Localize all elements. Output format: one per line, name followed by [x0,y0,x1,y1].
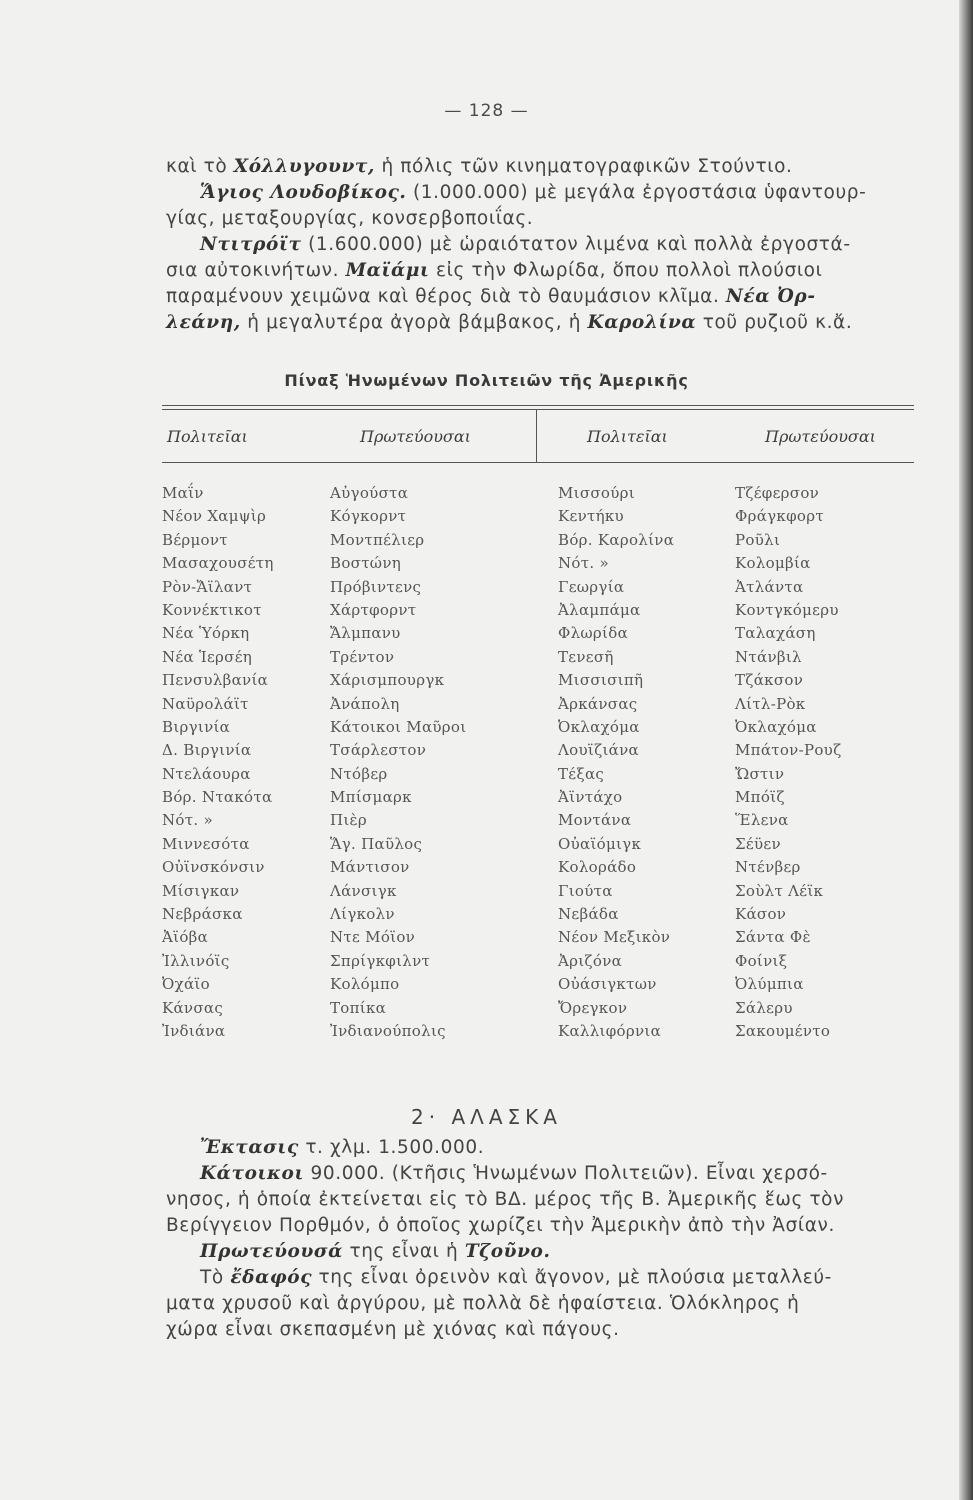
table-cell: Ἰνδιάνα [162,1021,226,1040]
alaska-line: Βερίγγειον Πορθμόν, ὁ ὁποῖος χωρίζει τὴν Ἀμερικὴν ἀπὸ τὴν Ἀσίαν. [166,1215,835,1236]
table-cell: Κάσον [735,905,787,924]
table-cell: Μοντπέλιερ [330,530,425,549]
table-column-divider [536,409,537,462]
page-number: — 128 — [444,101,529,121]
table-cell: Ντελάουρα [162,764,251,783]
table-cell: Λίγκολν [330,905,395,924]
table-cell: Οὐϊνσκόνσιν [162,858,265,877]
table-cell: Μισσούρι [558,484,635,502]
table-cell: Σοὺλτ Λέϊκ [735,881,824,900]
table-cell: Πενσυλβανία [162,671,269,690]
table-cell: Νότ. » [162,811,213,830]
table-cell: Τζάκσον [735,671,804,690]
table-cell: Οὐαϊόμιγκ [558,834,642,853]
table-cell: Μοντάνα [558,811,632,830]
table-cell: Μπάτον-Ρουζ [735,741,842,760]
table-header-rule [162,462,914,463]
table-cell: Κάνσας [162,998,224,1017]
page-edge-shadow [959,0,973,1500]
column-left-states [162,482,274,1043]
alaska-line: Πρωτεύουσά της εἶναι ἡ Τζοῦνο. [200,1241,551,1262]
intro-line: γίας, μεταξουργίας, κονσερβοποιΐας. [166,208,534,229]
table-cell: Κολομβία [735,554,811,573]
table-cell: Μπίσμαρκ [330,788,412,807]
table-cell: Ὀχάϊο [162,975,210,994]
table-cell: Ἀλαμπάμα [558,600,641,619]
table-cell: Κοντγκόμερυ [735,600,839,619]
table-cell: Τζέφερσον [735,484,820,502]
table-cell: Λάνσιγκ [330,881,397,900]
table-cell: Κοννέκτικοτ [162,600,262,619]
intro-line: παραμένουν χειμῶνα καὶ θέρος διὰ τὸ θαυμάσιον κλῖμα. Νέα Ὀρ- [166,286,816,307]
table-cell: Ταλαχάση [735,624,816,643]
table-cell: Πιὲρ [330,811,368,830]
table-cell: Βέρμοντ [162,530,228,549]
table-cell: Ἕλενα [735,811,789,830]
table-cell: Φράγκφορτ [735,507,824,526]
table-cell: Οὐάσιγκτων [558,975,657,994]
table-cell: Νέον Χαμψὶρ [162,507,267,526]
alaska-line: χώρα εἶναι σκεπασμένη μὲ χιόνας καὶ πάγους. [166,1319,620,1340]
table-cell: Γιούτα [558,881,613,900]
table-cell: Ροῦλι [735,530,781,549]
table-cell: Τσάρλεστον [330,741,427,760]
alaska-line: νησος, ἡ ὁποία ἐκτείνεται εἰς τὸ ΒΔ. μέρος τῆς Β. Ἀμερικῆς ἕως τὸν [166,1189,845,1210]
table-cell: Μιννεσότα [162,834,250,853]
table-cell: Καλλιφόρνια [558,1021,662,1040]
table-cell: Μισσισιπῆ [558,671,644,690]
table-cell: Λουϊζιάνα [558,741,639,760]
table-cell: Τέξας [558,764,605,783]
table-cell: Ἀρκάνσας [558,694,638,713]
table-cell: Ντε Μόϊον [330,928,416,947]
table-cell: Ντένβερ [735,858,801,877]
intro-line: Ντιτρόϊτ (1.600.000) μὲ ὡραιότατον λιμένα καὶ πολλὰ ἐργοστά- [200,234,851,255]
table-top-rule [162,405,914,406]
table-cell: Ὀλύμπια [735,975,804,994]
table-cell: Χάρισμπουργκ [330,671,445,690]
alaska-line: Τὸ ἔδαφός της εἶναι ὀρεινὸν καὶ ἄγονον, μὲ πλούσια μεταλλεύ- [200,1267,832,1288]
table-cell: Κολόμπο [330,975,400,994]
table-cell: Κάτοικοι Μαῦροι [330,717,467,736]
alaska-line: Ἔκτασις τ. χλμ. 1.500.000. [200,1137,485,1158]
table-cell: Ρὸν-Ἄϊλαντ [162,577,253,596]
table-cell: Αὐγούστα [330,484,409,502]
table-cell: Μίσιγκαν [162,881,240,900]
table-cell: Νεβάδα [558,905,619,924]
table-cell: Ὀκλαχόμα [735,717,817,736]
table-cell: Ντάνβιλ [735,647,802,666]
table-cell: Κεντήκυ [558,507,624,526]
table-cell: Ἀϊόβα [162,928,209,947]
table-cell: Τοπίκα [330,998,387,1017]
table-cell: Σπρίγκφιλντ [330,951,431,970]
column-right-states [558,482,674,1043]
alaska-heading: 2· ΑΛΑΣΚΑ [411,1105,562,1129]
header-states-right: Πολιτεῖαι [587,427,668,446]
table-cell: Βόρ. Καρολίνα [558,530,675,549]
header-capitals-left: Πρωτεύουσαι [360,427,471,446]
intro-line: σια αὐτοκινήτων. Μαϊάμι εἰς τὴν Φλωρίδα, ὅπου πολλοὶ πλούσιοι [166,260,823,281]
table-cell: Ὀκλαχόμα [558,717,640,736]
table-cell: Βιργινία [162,717,231,736]
table-cell: Σάλερυ [735,998,793,1017]
table-cell: Νεβράσκα [162,905,243,924]
table-cell: Ναϋρολάϊτ [162,694,249,713]
table-cell: Βοστώνη [330,554,402,573]
table-cell: Γεωργία [558,577,625,596]
table-cell: Σακουμέντο [735,1021,831,1040]
table-cell: Δ. Βιργινία [162,741,252,760]
table-cell: Πρόβιντενς [330,577,422,596]
intro-paragraph [166,154,908,336]
table-cell: Μασαχουσέτη [162,554,274,573]
table-cell: Χάρτφορντ [330,600,417,619]
alaska-line: Κάτοικοι 90.000. (Κτῆσις Ἡνωμένων Πολιτειῶν). Εἶναι χερσό- [200,1163,828,1184]
intro-line: Ἅγιος Λουδοβίκος. (1.000.000) μὲ μεγάλα ἐργοστάσια ὑφαντουρ- [200,182,867,203]
table-cell: Ἰνδιανούπολις [330,1021,446,1040]
table-cell: Ντόβερ [330,764,388,783]
header-states-left: Πολιτεῖαι [167,427,248,446]
table-title: Πίναξ Ἡνωμένων Πολιτειῶν τῆς Ἀμερικῆς [284,371,689,390]
intro-line: λεάνη, ἡ μεγαλυτέρα ἀγορὰ βάμβακος, ἡ Καρολίνα τοῦ ρυζιοῦ κ.ἄ. [166,312,853,333]
table-cell: Κολοράδο [558,858,637,877]
table-cell: Ἀϊντάχο [558,788,623,807]
table-cell: Φλωρίδα [558,624,628,643]
table-cell: Μπόϊζ [735,788,785,807]
table-cell: Ἀριζόνα [558,951,623,970]
table-cell: Φοίνιξ [735,951,788,970]
table-cell: Μαΐν [162,484,204,502]
table-top-rule-double [162,409,914,410]
table-cell: Βόρ. Ντακότα [162,788,273,807]
table-cell: Νέα Ὑόρκη [162,624,250,643]
table-cell: Ἰλλινόϊς [162,951,230,970]
table-cell: Σάντα Φὲ [735,928,811,947]
column-left-capitals [330,482,466,1043]
table-cell: Νέον Μεξικὸν [558,928,671,947]
intro-line: καὶ τὸ Χόλλυγουντ, ἡ πόλις τῶν κινηματογραφικῶν Στούντιο. [166,156,793,177]
table-cell: Ὤστιν [735,764,785,783]
table-cell: Τενεσῆ [558,647,614,666]
table-cell: Ἀνάπολη [330,694,400,713]
table-cell: Ἄλμπανυ [330,624,401,643]
table-cell: Τρέντον [330,647,395,666]
table-cell: Κόγκορντ [330,507,407,526]
alaska-line: ματα χρυσοῦ καὶ ἀργύρου, μὲ πολλὰ δὲ ἡφαίστεια. Ὁλόκληρος ἡ [166,1293,800,1314]
table-cell: Ἀτλάντα [735,577,804,596]
table-cell: Ἅγ. Παῦλος [330,834,423,853]
table-cell: Σέϋεν [735,834,781,853]
column-right-capitals [735,482,842,1043]
header-capitals-right: Πρωτεύουσαι [765,427,876,446]
table-cell: Νέα Ἱερσέη [162,647,253,666]
table-cell: Μάντισον [330,858,410,877]
table-cell: Ὄρεγκον [558,998,628,1017]
table-cell: Λίτλ-Ρὸκ [735,694,806,713]
table-cell: Νότ. » [558,554,609,573]
alaska-paragraph [166,1135,908,1343]
